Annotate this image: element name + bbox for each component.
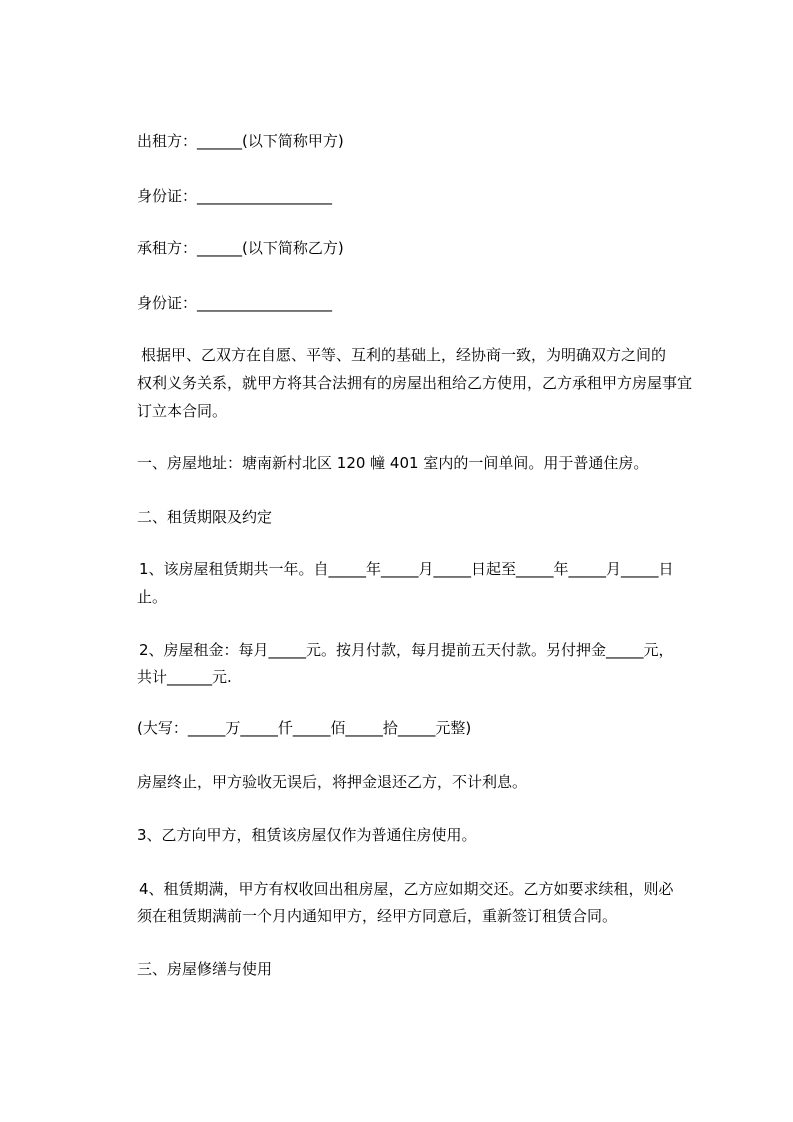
preamble-line-1: 根据甲、乙双方在自愿、平等、互利的基础上，经协商一致，为明确双方之间的 <box>141 346 667 364</box>
item-2-line-1: 2、房屋租金：每月_____元。按月付款，每月提前五天付款。另付押金_____元， <box>139 641 674 659</box>
landlord-id-line: 身份证：__________________ <box>137 187 333 205</box>
item-2-line-2: 共计______元. <box>137 668 232 686</box>
section-2-heading: 二、租赁期限及约定 <box>137 508 273 526</box>
tenant-id-line: 身份证：__________________ <box>137 294 333 312</box>
item-3-line: 3、乙方向甲方，租赁该房屋仅作为普通住房使用。 <box>137 826 477 844</box>
deposit-refund-line: 房屋终止，甲方验收无误后，将押金退还乙方，不计利息。 <box>137 773 528 791</box>
section-1-address: 一、房屋地址：塘南新村北区 120 幢 401 室内的一间单间。用于普通住房。 <box>137 454 649 472</box>
section-3-heading: 三、房屋修缮与使用 <box>137 960 273 978</box>
preamble-line-2: 权利义务关系，就甲方将其合法拥有的房屋出租给乙方使用，乙方承租甲方房屋事宜 <box>137 374 693 392</box>
landlord-line: 出租方：______(以下简称甲方) <box>137 132 344 150</box>
item-1-line-1: 1、该房屋租赁期共一年。自_____年_____月_____日起至_____年_____月_____日 <box>139 560 674 578</box>
preamble-line-3: 订立本合同。 <box>137 402 228 420</box>
capital-amount-line: (大写：_____万_____仟_____佰_____拾_____元整) <box>137 719 472 737</box>
tenant-line: 承租方：______(以下简称乙方) <box>137 239 344 257</box>
item-4-line-2: 须在租赁期满前一个月内通知甲方，经甲方同意后，重新签订租赁合同。 <box>137 907 618 925</box>
item-1-line-2: 止。 <box>137 588 168 606</box>
item-4-line-1: 4、租赁期满，甲方有权收回出租房屋，乙方应如期交还。乙方如要求续租，则必 <box>139 880 674 898</box>
